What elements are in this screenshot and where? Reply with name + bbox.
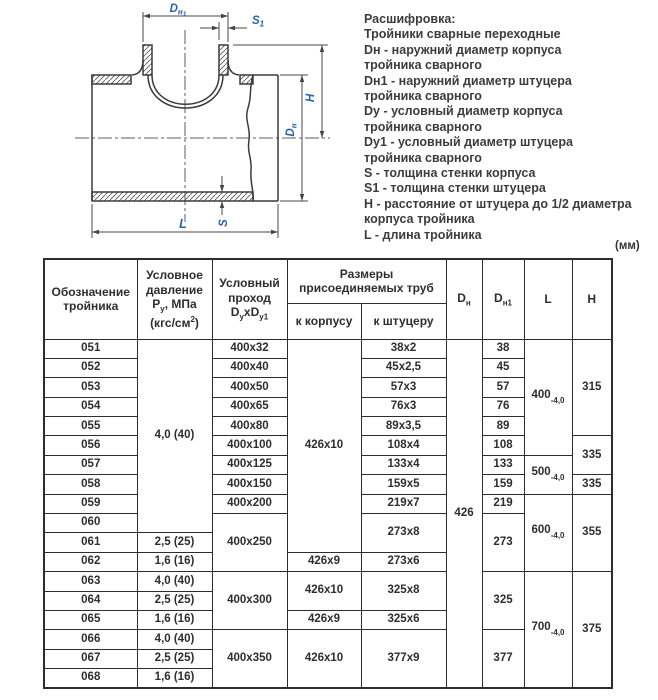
cell-branch-pipe: 89x3,5 (361, 417, 446, 436)
cell-dn: 426 (446, 339, 482, 688)
legend-title: Расшифровка: (364, 12, 456, 26)
label-l: L (179, 217, 187, 231)
cell-designation: 063 (44, 572, 137, 591)
legend (364, 12, 656, 243)
label-dn1: $D_н1$ (169, 3, 187, 18)
cell-bore: 400x32 (212, 339, 287, 358)
cell-dn1: 273 (482, 514, 524, 572)
cell-branch-pipe: 377x9 (361, 630, 446, 688)
cell-designation: 052 (44, 358, 137, 377)
cell-pressure: 1,6 (16) (137, 610, 212, 629)
legend-line: корпуса тройника (364, 212, 475, 227)
cell-pressure: 1,6 (16) (137, 552, 212, 571)
header-designation: Обозначение тройника (44, 259, 137, 339)
legend-line: Dy - условный диаметр корпуса (364, 104, 563, 119)
cell-designation: 062 (44, 552, 137, 571)
cell-body-pipe: 426x10 (287, 572, 361, 611)
cell-branch-pipe: 325x6 (361, 610, 446, 629)
cell-l: $400_{-4,0}$ (524, 339, 572, 455)
cell-pressure: 2,5 (25) (137, 533, 212, 552)
cell-branch-pipe: 273x8 (361, 514, 446, 553)
cell-bore: 400x300 (212, 572, 287, 630)
cell-designation: 065 (44, 610, 137, 629)
legend-line: S - толщина стенки корпуса (364, 166, 536, 181)
header-to-body: к корпусу (287, 303, 361, 339)
cell-designation: 067 (44, 649, 137, 668)
cell-branch-pipe: 325x8 (361, 572, 446, 611)
cell-branch-pipe: 159x5 (361, 475, 446, 494)
cell-branch-pipe: 38x2 (361, 339, 446, 358)
cell-bore: 400x200 (212, 494, 287, 513)
cell-bore: 400x250 (212, 514, 287, 572)
legend-line: H - расстояние от штуцера до 1/2 диаметра (364, 196, 632, 211)
cell-bore: 400x80 (212, 417, 287, 436)
cell-pressure: 4,0 (40) (137, 339, 212, 533)
dimensions-table (43, 258, 613, 689)
cell-h: 335 (572, 475, 612, 494)
label-s: S (218, 219, 230, 227)
header-pipes: Размеры присоединяемых труб (287, 259, 446, 303)
cell-branch-pipe: 76x3 (361, 397, 446, 416)
legend-line: Dн1 - наружний диаметр штуцера (364, 73, 572, 88)
cell-h: 375 (572, 572, 612, 688)
cell-dn1: 133 (482, 455, 524, 474)
cell-dn1: 45 (482, 358, 524, 377)
cell-designation: 051 (44, 339, 137, 358)
header-bore: Условный проход $D_уxD_{у1}$ (212, 259, 287, 339)
legend-line: L - длина тройника (364, 227, 482, 242)
cell-designation: 059 (44, 494, 137, 513)
cell-pressure: 2,5 (25) (137, 649, 212, 668)
cell-pressure: 2,5 (25) (137, 591, 212, 610)
table-row (44, 339, 612, 358)
cell-designation: 068 (44, 669, 137, 688)
cell-dn1: 377 (482, 630, 524, 688)
cell-dn1: 108 (482, 436, 524, 455)
legend-line: тройника сварного (364, 89, 482, 104)
cell-branch-pipe: 108x4 (361, 436, 446, 455)
cell-bore: 400x50 (212, 378, 287, 397)
cell-h: 355 (572, 494, 612, 572)
cell-designation: 054 (44, 397, 137, 416)
cell-designation: 061 (44, 533, 137, 552)
cell-branch-pipe: 273x6 (361, 552, 446, 571)
cell-designation: 056 (44, 436, 137, 455)
tee-diagram (0, 0, 345, 250)
cell-body-pipe: 426x10 (287, 630, 361, 688)
cell-h: 315 (572, 339, 612, 436)
header-dn: $D_н$ (446, 259, 482, 339)
cell-pressure: 4,0 (40) (137, 572, 212, 591)
cell-dn1: 38 (482, 339, 524, 358)
cell-branch-pipe: 45x2,5 (361, 358, 446, 377)
legend-line: тройника сварного (364, 119, 482, 134)
cell-bore: 400x65 (212, 397, 287, 416)
cell-dn1: 325 (482, 572, 524, 630)
cell-branch-pipe: 133x4 (361, 455, 446, 474)
cell-designation: 057 (44, 455, 137, 474)
cell-body-pipe: 426x9 (287, 610, 361, 629)
cell-designation: 066 (44, 630, 137, 649)
cell-dn1: 219 (482, 494, 524, 513)
label-h: H (305, 93, 317, 103)
cell-body-pipe: 426x9 (287, 552, 361, 571)
header-pressure: Условное давление $P_у$, МПа $(кгс/см^2)$ (137, 259, 212, 339)
cell-bore: 400x125 (212, 455, 287, 474)
table-row (44, 572, 612, 591)
cell-h: 335 (572, 436, 612, 475)
cell-bore: 400x40 (212, 358, 287, 377)
cell-designation: 055 (44, 417, 137, 436)
legend-line: Тройники сварные переходные (364, 27, 561, 42)
cell-bore: 400x350 (212, 630, 287, 688)
cell-bore: 400x100 (212, 436, 287, 455)
cell-bore: 400x150 (212, 475, 287, 494)
cell-designation: 058 (44, 475, 137, 494)
legend-line: Dy1 - условный диаметр штуцера (364, 135, 573, 150)
cell-dn1: 89 (482, 417, 524, 436)
cell-pressure: 1,6 (16) (137, 669, 212, 688)
cell-l: $500_{-4,0}$ (524, 455, 572, 494)
header-dn1: $D_{н1}$ (482, 259, 524, 339)
cell-body-pipe: 426x10 (287, 339, 361, 552)
cell-dn1: 57 (482, 378, 524, 397)
cell-designation: 060 (44, 514, 137, 533)
cell-dn1: 76 (482, 397, 524, 416)
unit-label: (мм) (615, 240, 640, 252)
cell-l: $600_{-4,0}$ (524, 494, 572, 572)
cell-pressure: 4,0 (40) (137, 630, 212, 649)
legend-line: S1 - толщина стенки штуцера (364, 181, 546, 196)
label-s1: $S_1$ (251, 15, 265, 29)
cell-designation: 053 (44, 378, 137, 397)
cell-dn1: 159 (482, 475, 524, 494)
cell-l: $700_{-4,0}$ (524, 572, 572, 688)
legend-line: тройника сварного (364, 150, 482, 165)
legend-line: тройника сварного (364, 58, 482, 73)
header-h: H (572, 259, 612, 339)
header-l: L (524, 259, 572, 339)
cell-designation: 064 (44, 591, 137, 610)
label-dn: $D_н$ (285, 123, 299, 137)
cell-branch-pipe: 57x3 (361, 378, 446, 397)
header-to-branch: к штуцеру (361, 303, 446, 339)
legend-line: Dн - наружний диаметр корпуса (364, 42, 562, 57)
cell-branch-pipe: 219x7 (361, 494, 446, 513)
